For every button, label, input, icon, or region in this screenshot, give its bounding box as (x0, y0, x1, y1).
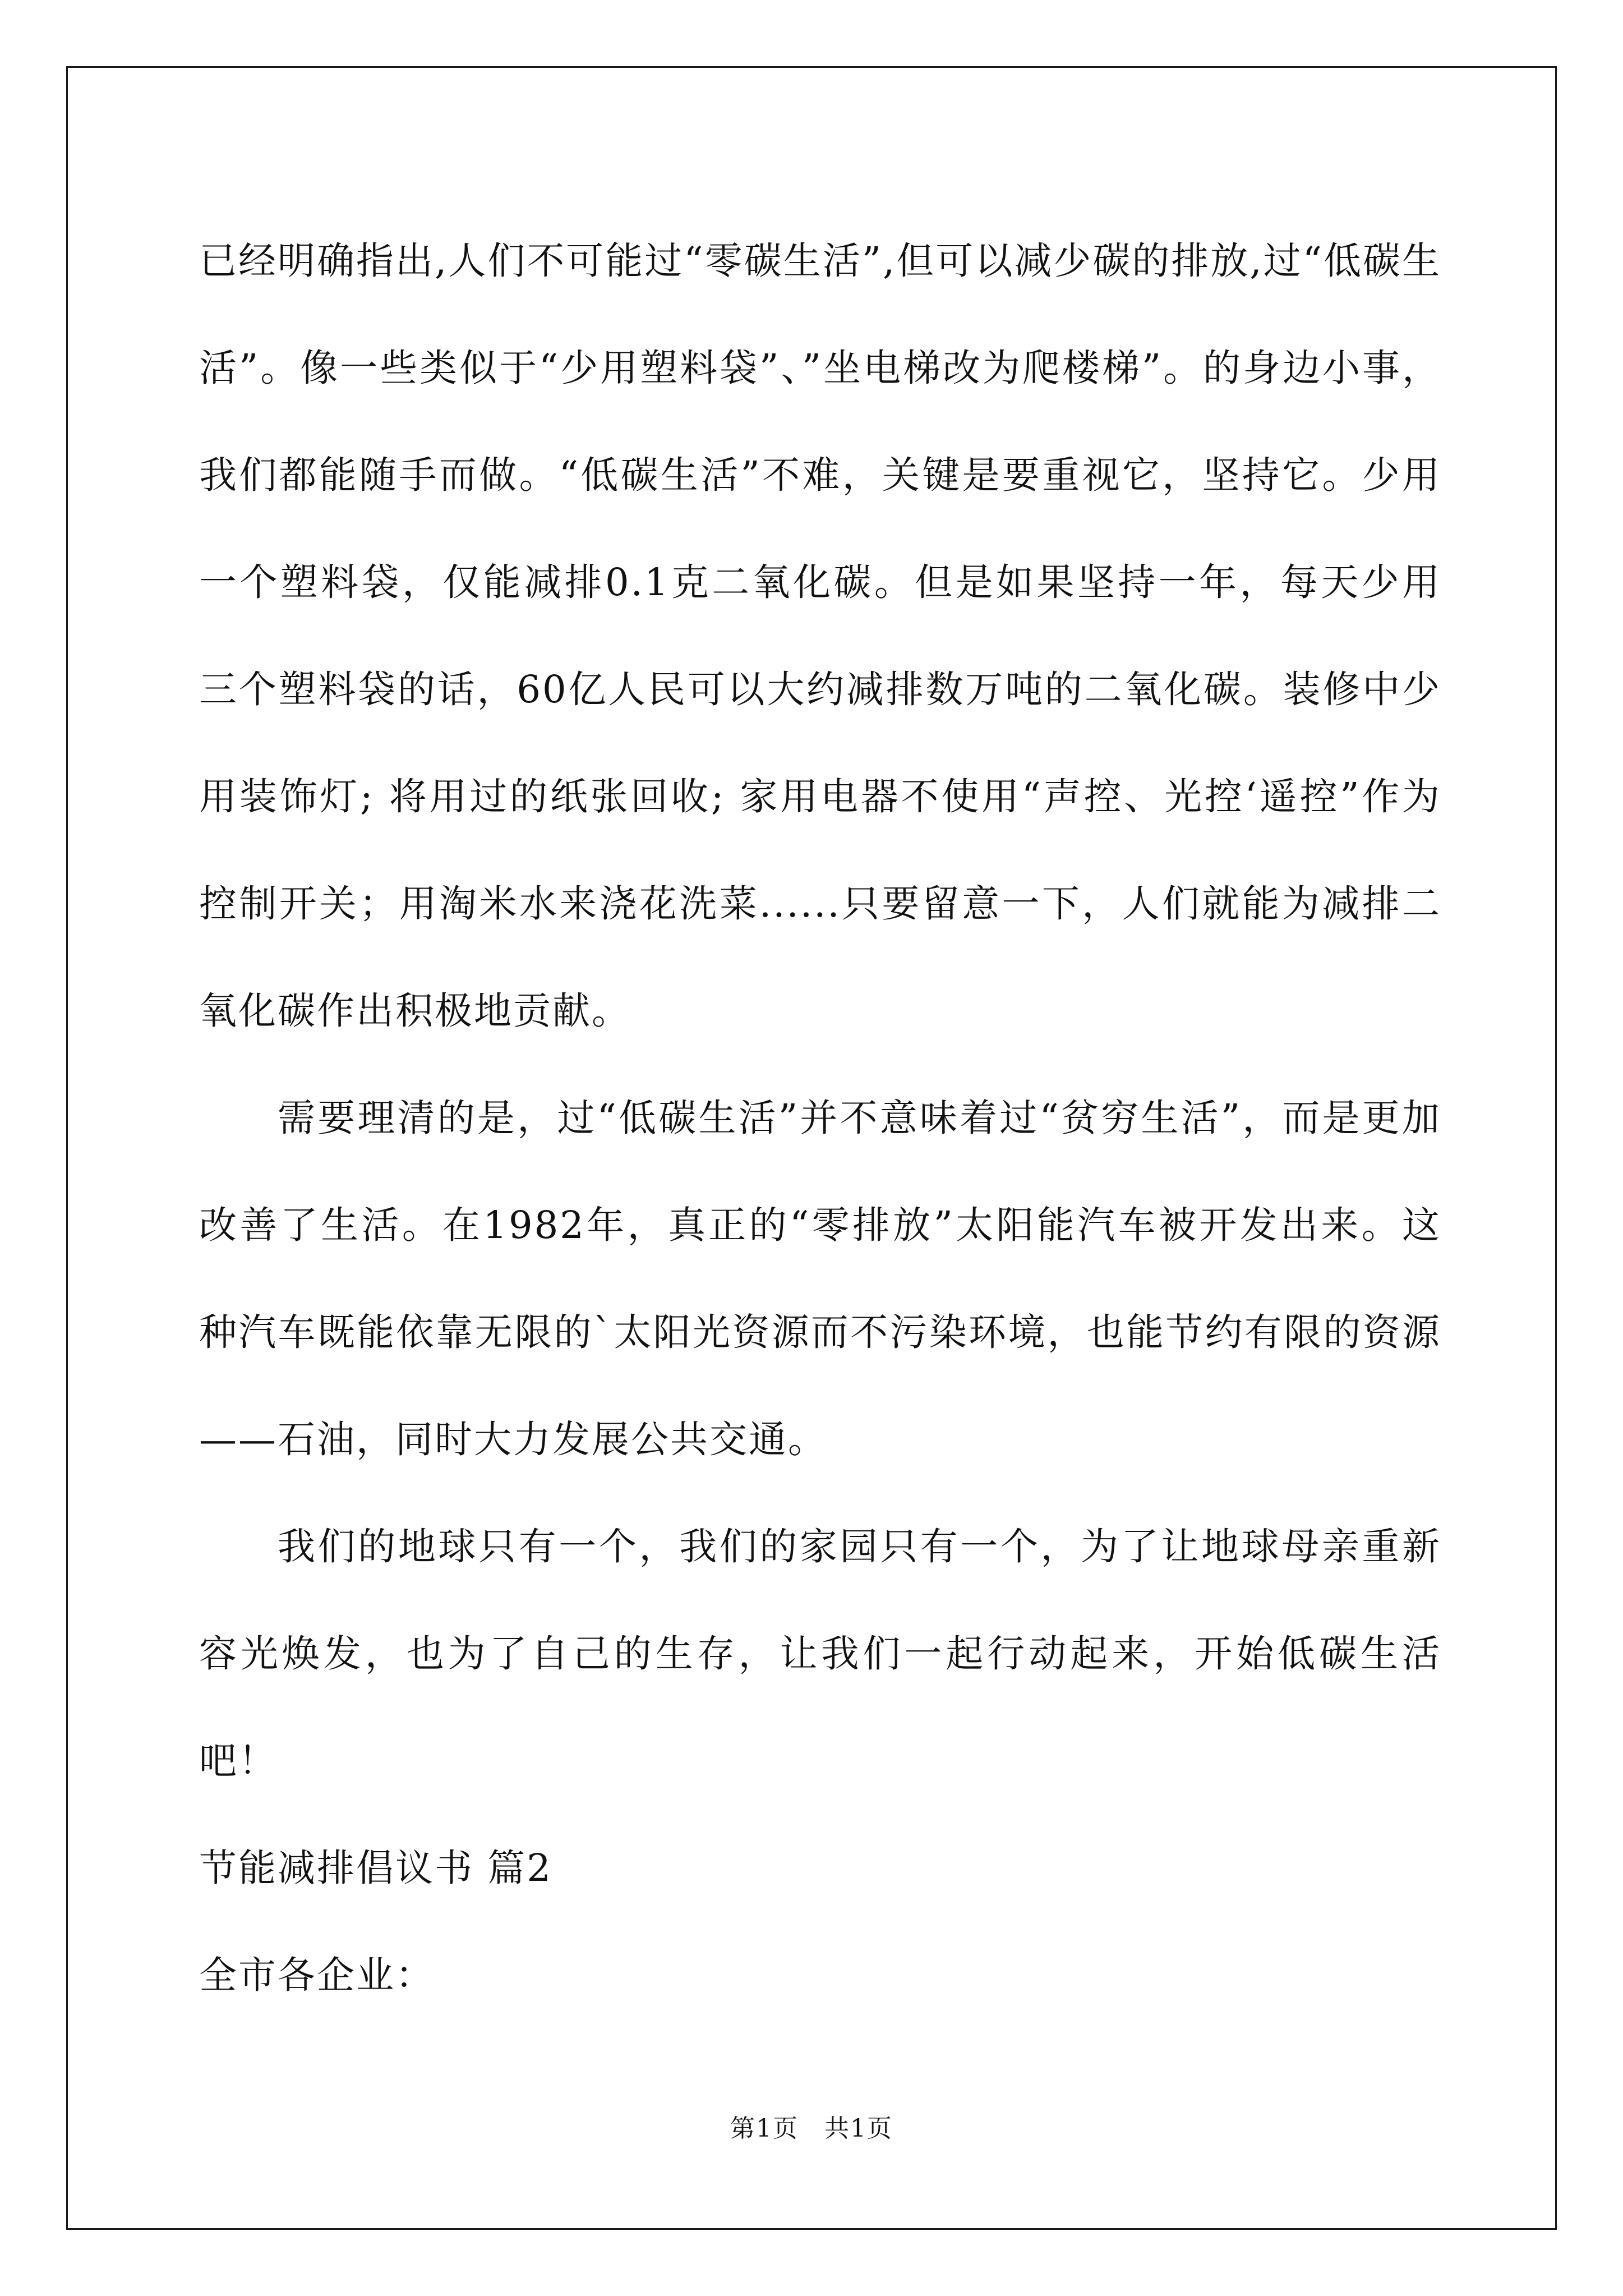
section-title: 节能减排倡议书 篇2 (199, 1846, 552, 1890)
paragraph-carbon-emission: 已经明确指出,人们不可能过“零碳生活”,但可以减少碳的排放,过“低碳生活”。像一些类似于“少用塑料袋”、”坐电梯改为爬楼梯”。的身边小事，我们都能随手而做。“低碳生活”不难，关键是要重视它，坚持它。少用一个塑料袋，仅能减排0.1克二氧化碳。但是如果坚持一年，每天少用三个塑料袋的话，60亿人民可以大约减排数万吨的二氧化碳。装修中少用装饰灯; 将用过的纸张回收; 家用电器不使用“声控、光控‘遥控”作为控制开关；用淘米水来浇花洗菜......只要留意一下，人们就能为减排二氧化碳作出积极地贡献。 (199, 239, 1441, 1033)
paragraph-call-to-action: 我们的地球只有一个，我们的家园只有一个，为了让地球母亲重新容光焕发，也为了自己的生存，让我们一起行动起来，开始低碳生活吧！ (199, 1525, 1441, 1783)
page-footer: 第1页 共1页 (730, 2114, 893, 2143)
salutation: 全市各企业： (199, 1953, 435, 1997)
document-body (199, 208, 1441, 2029)
paragraph-low-carbon-not-poverty: 需要理清的是，过“低碳生活”并不意味着过“贫穷生活”，而是更加改善了生活。在1982年，真正的“零排放”太阳能汽车被开发出来。这种汽车既能依靠无限的`太阳光资源而不污染环境，也能节约有限的资源——石油，同时大力发展公共交通。 (199, 1096, 1441, 1461)
